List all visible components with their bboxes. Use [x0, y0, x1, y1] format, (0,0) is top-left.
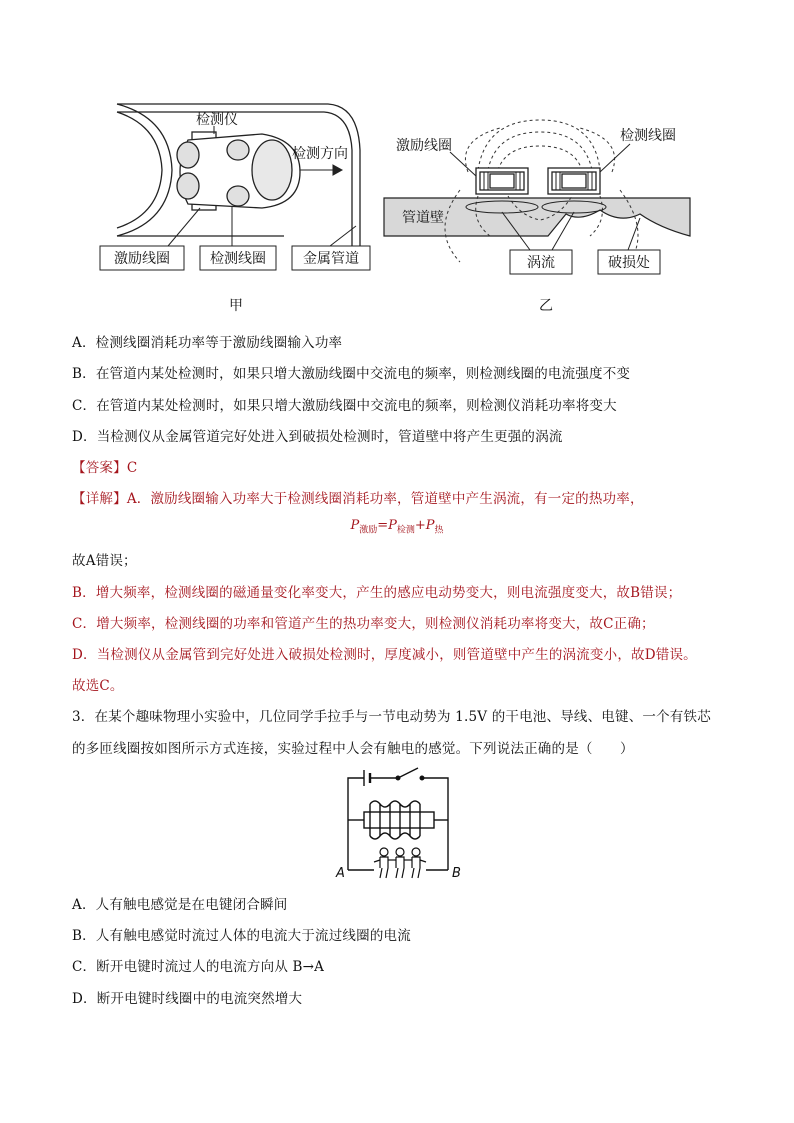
- q2-option-c: C．在管道内某处检测时，如果只增大激励线圈中交流电的频率，则检测仪消耗功率将变大: [72, 398, 617, 414]
- q2-detail-a-end: 故A错误；: [72, 553, 137, 569]
- q3-option-c: C．断开电键时流过人的电流方向从 B→A: [72, 959, 325, 975]
- q2-detail-a: 【详解】A．激励线圈输入功率大于检测线圈消耗功率，管道壁中产生涡流，有一定的热功率，: [72, 491, 644, 507]
- q3-stem-line2: 的多匝线圈按如图所示方式连接，实验过程中人会有触电的感觉。下列说法正确的是（ ）: [72, 741, 634, 757]
- direction-label: 检测方向: [292, 146, 348, 162]
- figure-yi: [384, 120, 690, 314]
- q3-option-d: D．断开电键时线圈中的电流突然增大: [72, 991, 303, 1007]
- q2-detail-b: B．增大频率，检测线圈的磁通量变化率变大，产生的感应电动势变大，则电流强度变大，故B错误；: [72, 585, 682, 601]
- box-metal-pipe: [292, 246, 370, 270]
- q2-option-b: B．在管道内某处检测时，如果只增大激励线圈中交流电的频率，则检测线圈的电流强度不变: [72, 366, 631, 382]
- q2-conclusion: 故选C。: [72, 678, 124, 694]
- point-a-label: A: [336, 866, 345, 881]
- pipe-wall-label: 管道壁: [402, 210, 444, 226]
- q2-option-d: D．当检测仪从金属管道完好处进入到破损处检测时，管道壁中将产生更强的涡流: [72, 429, 563, 445]
- detector-label: 检测仪: [196, 112, 238, 128]
- detect-coil-label: 检测线圈: [620, 128, 676, 144]
- svg-text:金属管道: 金属管道: [303, 251, 359, 267]
- svg-text:涡流: 涡流: [527, 255, 555, 271]
- circuit-diagram: [330, 760, 470, 882]
- caption-yi: 乙: [539, 298, 553, 314]
- box-damage: [598, 250, 660, 274]
- people-icon: [374, 848, 426, 878]
- svg-text:检测线圈: 检测线圈: [210, 251, 266, 267]
- q2-option-a: A．检测线圈消耗功率等于激励线圈输入功率: [72, 335, 343, 351]
- figure-jia: [0, 0, 794, 330]
- answer-value: C: [126, 460, 138, 476]
- q2-answer: [72, 456, 137, 476]
- detect-coil-drawing: [548, 168, 600, 194]
- box-excite-coil: [100, 246, 184, 270]
- box-eddy: [510, 250, 572, 274]
- answer-tag: 【答案】: [72, 460, 127, 476]
- detector-drawing: [177, 132, 300, 210]
- detail-tag: 【详解】: [72, 491, 127, 507]
- svg-text:破损处: 破损处: [608, 255, 650, 271]
- excite-coil-label: 激励线圈: [396, 138, 452, 154]
- q2-detail-c: C．增大频率，检测线圈的功率和管道产生的热功率变大，则检测仪消耗功率将变大，故C正确；: [72, 616, 655, 632]
- q2-detail-d: D．当检测仪从金属管到完好处进入破损处检测时，厚度减小，则管道壁中产生的涡流变小，故D错误。: [72, 647, 697, 663]
- box-detect-coil: [200, 246, 276, 270]
- q3-option-b: B．人有触电感觉时流过人体的电流大于流过线圈的电流: [72, 928, 411, 944]
- excite-coil-drawing: [476, 168, 528, 194]
- point-b-label: B: [452, 866, 461, 881]
- q3-stem-line1: 3．在某个趣味物理小实验中，几位同学手拉手与一节电动势为 1.5V 的干电池、导线、电键、一个有铁芯: [72, 709, 711, 725]
- caption-jia: 甲: [229, 298, 243, 314]
- q3-option-a: A．人有触电感觉是在电键闭合瞬间: [72, 897, 288, 913]
- power-formula: $P_{激励}=P_{检测}+P_热$: [350, 518, 444, 536]
- svg-text:激励线圈: 激励线圈: [114, 251, 170, 267]
